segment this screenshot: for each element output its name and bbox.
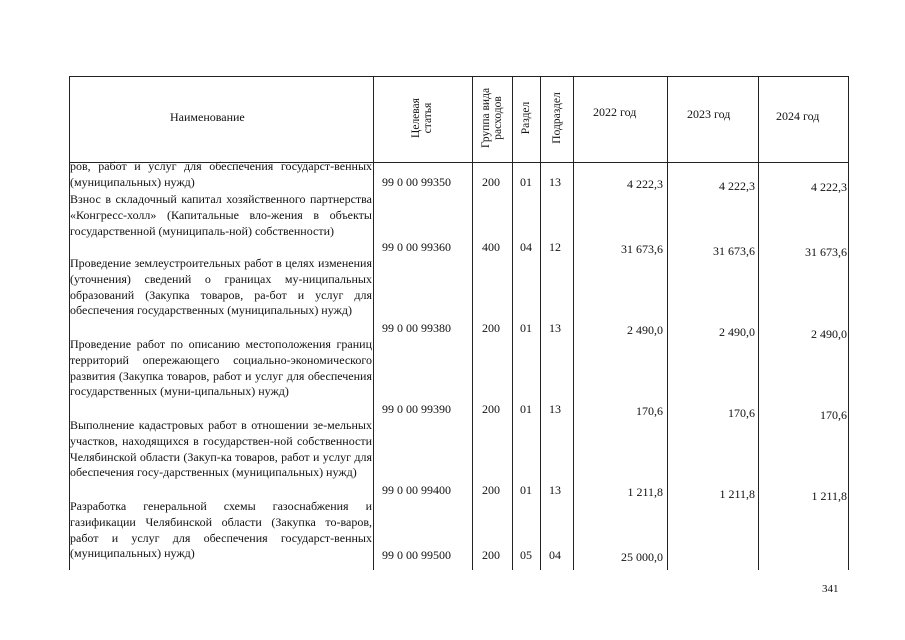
row-section-0: 01 [520,175,532,189]
row-2022-4: 1 211,8 [627,485,663,499]
row-2023-1: 31 673,6 [713,244,755,258]
row-group-5: 200 [482,548,500,562]
row-code-2: 99 0 00 99380 [382,321,451,335]
row-2022-0: 4 222,3 [627,177,663,191]
row-subsection-4: 13 [549,483,561,497]
row-subsection-1: 12 [549,240,561,254]
row-2024-4: 1 211,8 [811,489,847,503]
col-border-1 [373,76,374,570]
row-name-4: Выполнение кадастровых работ в отношении зе-мельных участков, находящихся в государствен-ной собственности Челябинской области (Закуп-ка товаров, работ и услуг для обеспечения госу-дарственных (муниципальных) нужд) [70,418,372,480]
row-group-0: 200 [482,175,500,189]
row-code-0: 99 0 00 99350 [382,175,451,189]
row-2024-2: 2 490,0 [811,327,847,341]
row-section-2: 01 [520,321,532,335]
page-number: 341 [822,583,839,595]
row-code-4: 99 0 00 99400 [382,483,451,497]
header-name: Наименование [170,110,245,124]
row-group-4: 200 [482,483,500,497]
col-border-7 [758,76,759,570]
row-2023-0: 4 222,3 [719,179,755,193]
col-border-2 [472,76,473,570]
row-2024-1: 31 673,6 [805,245,847,259]
row-2022-5: 25 000,0 [621,550,663,564]
row-group-3: 200 [482,402,500,416]
header-year-2022: 2022 год [593,105,637,119]
row-2023-3: 170,6 [728,406,755,420]
col-border-6 [667,76,668,570]
row-2024-0: 4 222,3 [811,180,847,194]
row-code-3: 99 0 00 99390 [382,402,451,416]
row-name-0: ров, работ и услуг для обеспечения государст-венных (муниципальных) нужд) [70,159,372,189]
header-year-2024: 2024 год [776,109,820,123]
row-name-2: Проведение землеустроительных работ в целях изменения (уточнения) сведений о границах му-ниципальных образований (Закупка товаров, ра-бот и услуг для обеспечения государственных (муниципальных) нужд) [70,256,372,318]
header-section: Раздел [520,101,532,135]
row-2024-3: 170,6 [820,408,847,422]
row-subsection-3: 13 [549,402,561,416]
row-2022-2: 2 490,0 [627,323,663,337]
col-border-3 [512,76,513,570]
row-group-1: 400 [482,240,500,254]
row-name-5: Разработка генеральной схемы газоснабжения и газификации Челябинской области (Закупка то-варов, работ и услуг для обеспечения государст-венных (муниципальных) нужд) [70,499,372,561]
header-year-2023: 2023 год [687,107,731,121]
header-expense-group: Группа вида расходов [480,87,504,149]
row-2023-4: 1 211,8 [719,487,755,501]
row-2022-3: 170,6 [636,404,663,418]
row-2022-1: 31 673,6 [621,242,663,256]
row-subsection-2: 13 [549,321,561,335]
row-section-5: 05 [520,548,532,562]
col-border-5 [573,76,574,570]
row-section-4: 01 [520,483,532,497]
row-section-3: 01 [520,402,532,416]
row-code-1: 99 0 00 99360 [382,240,451,254]
row-2023-2: 2 490,0 [719,325,755,339]
header-target-article: Целевая статья [410,98,434,138]
row-subsection-0: 13 [549,175,561,189]
row-subsection-5: 04 [549,548,561,562]
row-name-3: Проведение работ по описанию местоположения границ территорий опережающего социально-экономического развития (Закупка товаров, работ и услуг для обеспечения государственных (муни-ципальных) нужд) [70,337,372,399]
row-name-1: Взнос в складочный капитал хозяйственного партнерства «Конгресс-холл» (Капитальные вло-жения в объекты государственной (муниципаль-ной) собственности) [70,192,372,238]
col-border-8 [848,76,849,570]
col-border-0 [69,76,70,570]
header-subsection: Подраздел [551,92,563,144]
row-code-5: 99 0 00 99500 [382,548,451,562]
row-group-2: 200 [482,321,500,335]
table-top-border [69,76,849,77]
col-border-4 [540,76,541,570]
row-section-1: 04 [520,240,532,254]
